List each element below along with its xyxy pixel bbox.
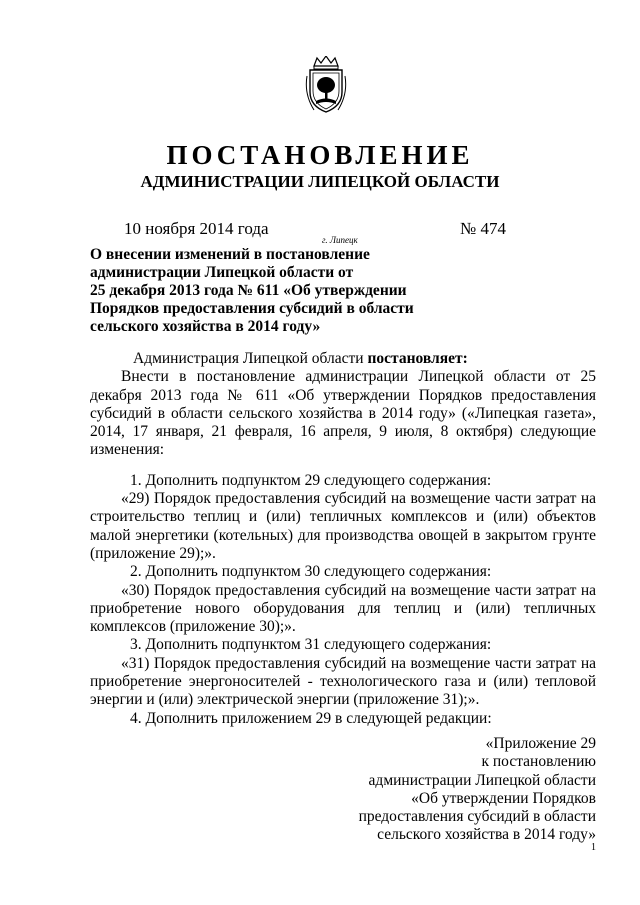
subject-line: администрации Липецкой области от — [90, 264, 354, 281]
appendix-line: администрации Липецкой области — [368, 771, 596, 789]
paragraph-1: Внести в постановление администрации Липецкой области от 25 декабря 2013 года № 611 «Об утверждении Порядков предоставления субсидий в области сельского хозяйства в 2014 году» («Липецкая газета», 2014, 17 января, 21 февраля, 16 апреля, 9 июля, 8 октября) следующие изменения: — [90, 368, 596, 459]
item-3-text: «31) Порядок предоставления субсидий на возмещение части затрат на приобретение энергоносителей - технологического газа и (или) тепловой энергии и (или) электрической энергии (приложение 31);». — [90, 654, 596, 709]
appendix-line: «Приложение 29 — [485, 735, 596, 752]
item-2-heading: 2. Дополнить подпунктом 30 следующего содержания: — [130, 563, 492, 581]
subject-line: сельского хозяйства в 2014 году» — [90, 318, 321, 335]
item-2-text: «30) Порядок предоставления субсидий на возмещение части затрат на приобретение нового оборудования для теплиц и (или) тепличных комплексов (приложение 30);». — [90, 581, 596, 636]
subject-line: Порядков предоставления субсидий в области — [90, 300, 414, 317]
item-1-heading: 1. Дополнить подпунктом 29 следующего содержания: — [130, 471, 492, 489]
document-city: г. Липецк — [322, 235, 358, 245]
subject-line: О внесении изменений в постановление — [90, 246, 370, 263]
intro-text: Администрация Липецкой области — [133, 350, 368, 367]
appendix-block — [359, 735, 596, 845]
intro-paragraph — [90, 350, 596, 368]
subject-line: 25 декабря 2013 года № 611 «Об утверждении — [90, 282, 407, 299]
document-subject — [90, 246, 430, 336]
document-body — [90, 350, 596, 728]
document-title: ПОСТАНОВЛЕНИЕ — [166, 140, 474, 170]
document-date: 10 ноября 2014 года — [124, 219, 269, 238]
appendix-line: предоставления субсидий в области — [358, 808, 596, 826]
item-3-heading: 3. Дополнить подпунктом 31 следующего содержания: — [130, 636, 492, 654]
document-subtitle: АДМИНИСТРАЦИИ ЛИПЕЦКОЙ ОБЛАСТИ — [140, 172, 500, 191]
item-4-heading: 4. Дополнить приложением 29 в следующей редакции: — [130, 709, 492, 727]
coat-of-arms-icon — [304, 56, 348, 114]
appendix-line: сельского хозяйства в 2014 году» — [377, 826, 596, 844]
intro-bold: постановляет: — [367, 350, 468, 367]
item-1-text: «29) Порядок предоставления субсидий на возмещение части затрат на строительство теплиц и (или) тепличных комплексов и (или) объектов малой энергетики (котельных) для производства овощей в закрытом грунте (приложение 29);». — [90, 490, 596, 562]
appendix-line: к постановлению — [481, 753, 596, 771]
document-number: № 474 — [460, 219, 506, 238]
appendix-line: «Об утверждении Порядков — [411, 789, 596, 807]
page-number: 1 — [591, 842, 596, 853]
